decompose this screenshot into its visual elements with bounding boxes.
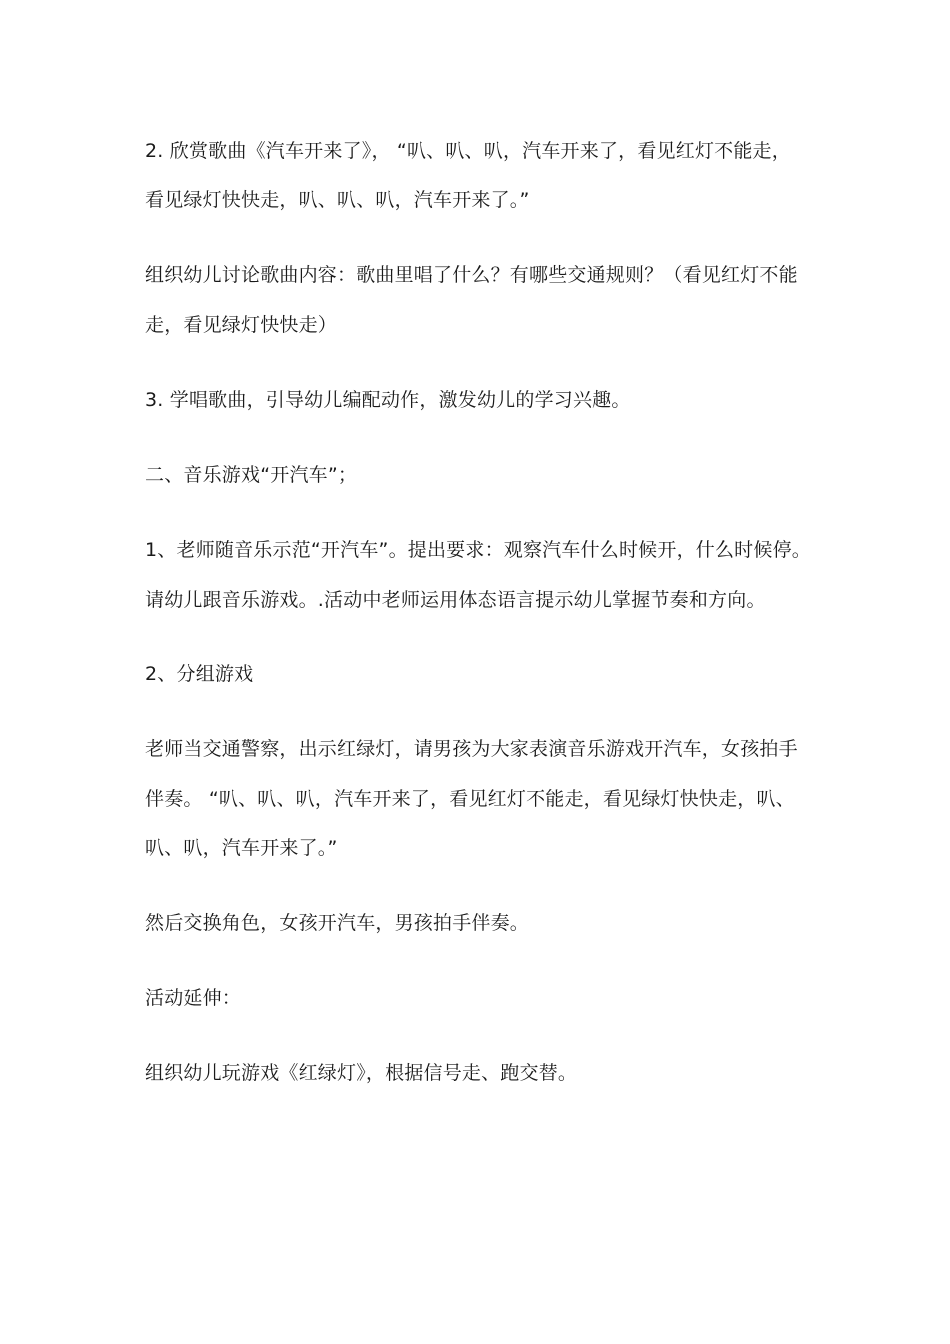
song-appreciation-line-1: 2. 欣赏歌曲《汽车开来了》， “叭、叭、叭，汽车开来了，看见红灯不能走， — [145, 140, 791, 162]
group-game-heading: 2、分组游戏 — [145, 663, 254, 685]
group-game-line-1: 老师当交通警察，出示红绿灯，请男孩为大家表演音乐游戏开汽车，女孩拍手 — [145, 738, 798, 760]
music-game-heading: 二、音乐游戏“开汽车”； — [145, 464, 358, 486]
song-appreciation-line-2: 看见绿灯快快走，叭、叭、叭，汽车开来了。” — [145, 189, 530, 211]
traffic-light-game-line: 组织幼儿玩游戏《红绿灯》，根据信号走、跑交替。 — [145, 1062, 578, 1084]
discussion-line-2: 走，看见绿灯快快走） — [145, 314, 338, 336]
discussion-line-1: 组织幼儿讨论歌曲内容：歌曲里唱了什么？有哪些交通规则？（看见红灯不能 — [145, 264, 798, 286]
learn-song-line: 3. 学唱歌曲，引导幼儿编配动作，激发幼儿的学习兴趣。 — [145, 389, 631, 411]
group-game-line-3: 叭、叭，汽车开来了。” — [145, 837, 338, 859]
activity-extension-heading: 活动延伸： — [145, 987, 242, 1009]
group-game-line-2: 伴奏。 “叭、叭、叭，汽车开来了，看见红灯不能走，看见绿灯快快走，叭、 — [145, 788, 795, 810]
swap-roles-line: 然后交换角色，女孩开汽车，男孩拍手伴奏。 — [145, 912, 530, 934]
teacher-demo-line-1: 1、老师随音乐示范“开汽车”。提出要求：观察汽车什么时候开，什么时候停。 — [145, 539, 811, 561]
teacher-demo-line-2: 请幼儿跟音乐游戏。.活动中老师运用体态语言提示幼儿掌握节奏和方向。 — [145, 589, 766, 611]
